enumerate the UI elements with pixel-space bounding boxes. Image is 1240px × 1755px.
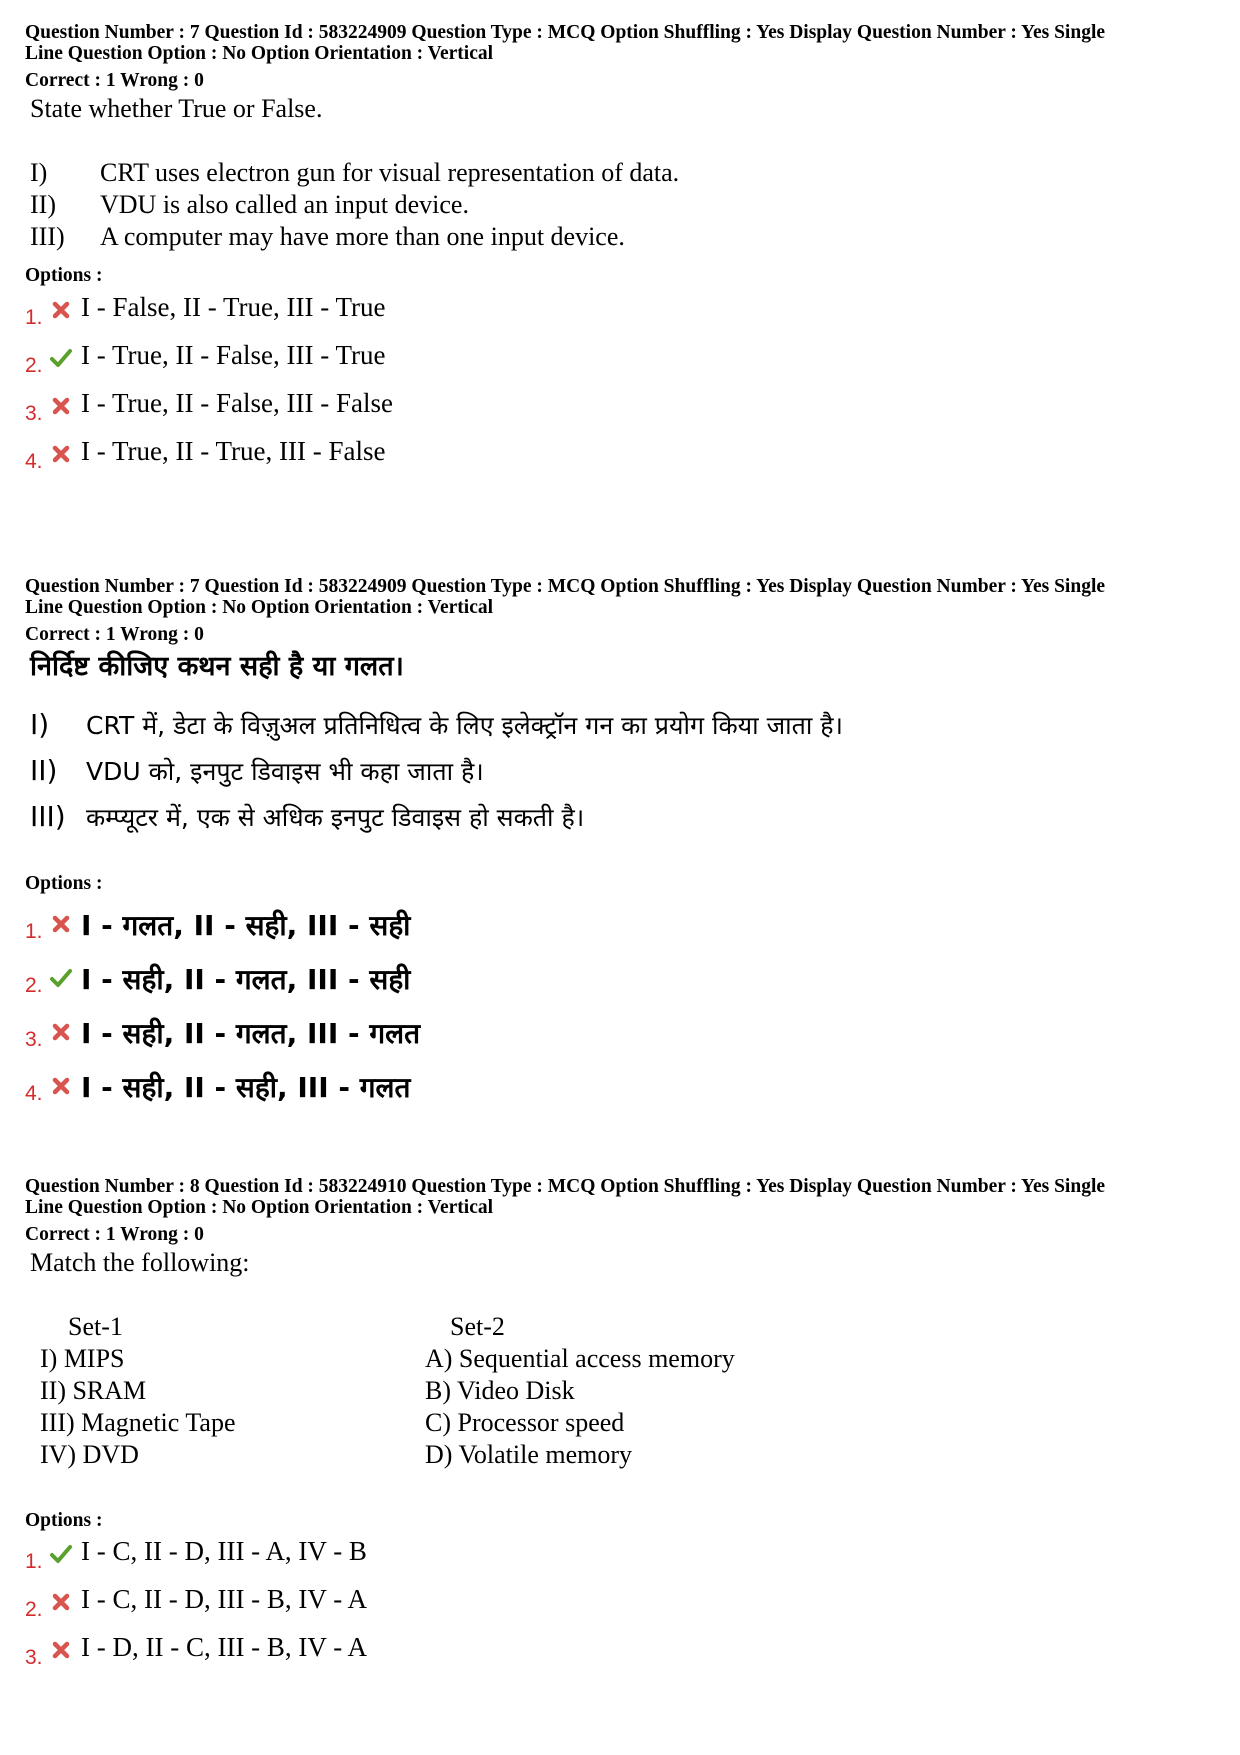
set2-header: Set-2	[450, 1312, 505, 1341]
marking-scheme: Correct : 1 Wrong : 0	[25, 624, 204, 645]
statement	[30, 158, 679, 188]
question-meta-line: Line Question Option : No Option Orientation : Vertical	[25, 43, 494, 64]
set2-item: A) Sequential access memory	[425, 1344, 735, 1373]
option-text: I - True, II - False, III - False	[81, 388, 393, 418]
check-icon	[49, 346, 73, 370]
cross-icon	[49, 1638, 73, 1662]
statement-number: II)	[30, 190, 56, 219]
set1-item: IV) DVD	[40, 1440, 139, 1469]
option-number: 1.	[25, 1550, 43, 1573]
option-number: 3.	[25, 1028, 43, 1051]
check-icon	[49, 1542, 73, 1566]
option-item[interactable]	[25, 292, 625, 332]
question-meta-line: Question Number : 8 Question Id : 583224910 Question Type : MCQ Option Shuffling : Yes Display Question Number : Yes Single	[25, 1176, 1106, 1197]
question-meta-line: Line Question Option : No Option Orientation : Vertical	[25, 597, 494, 618]
statement	[30, 708, 843, 742]
statement-text: CRT में, डेटा के विज़ुअल प्रतिनिधित्व के लिए इलेक्ट्रॉन गन का प्रयोग किया जाता है।	[86, 711, 844, 740]
cross-icon	[49, 442, 73, 466]
question-prompt: निर्दिष्ट कीजिए कथन सही है या गलत।	[30, 651, 404, 682]
statement	[30, 222, 625, 252]
match-table	[40, 1312, 940, 1472]
marking-scheme: Correct : 1 Wrong : 0	[25, 70, 204, 91]
options-label: Options :	[25, 1510, 103, 1531]
option-number: 2.	[25, 1598, 43, 1621]
option-item[interactable]	[25, 1536, 625, 1576]
option-item[interactable]	[25, 1014, 625, 1054]
option-item[interactable]	[25, 960, 625, 1000]
option-text: I - C, II - D, III - B, IV - A	[81, 1584, 367, 1614]
option-text: I - गलत, II - सही, III - सही	[81, 909, 411, 942]
statement-text: कम्प्यूटर में, एक से अधिक इनपुट डिवाइस हो सकती है।	[86, 803, 585, 832]
option-item[interactable]	[25, 906, 625, 946]
option-text: I - C, II - D, III - A, IV - B	[81, 1536, 367, 1566]
question-block-q7-hindi	[25, 576, 1225, 1116]
option-number: 4.	[25, 1082, 43, 1105]
option-number: 1.	[25, 920, 43, 943]
set1-header: Set-1	[68, 1312, 123, 1341]
statement-text: A computer may have more than one input device.	[100, 222, 625, 251]
cross-icon	[49, 1590, 73, 1614]
question-meta-line: Line Question Option : No Option Orientation : Vertical	[25, 1197, 494, 1218]
options-label: Options :	[25, 265, 103, 286]
option-item[interactable]	[25, 1068, 625, 1108]
statement-number: I)	[30, 158, 48, 187]
option-text: I - False, II - True, III - True	[81, 292, 386, 322]
statement-number: III)	[30, 222, 65, 251]
statement	[30, 800, 584, 834]
option-item[interactable]	[25, 436, 625, 476]
option-item[interactable]	[25, 388, 625, 428]
option-number: 3.	[25, 402, 43, 425]
question-meta-line: Question Number : 7 Question Id : 583224909 Question Type : MCQ Option Shuffling : Yes Display Question Number : Yes Single	[25, 576, 1106, 597]
option-number: 1.	[25, 306, 43, 329]
check-icon	[49, 966, 73, 990]
option-number: 2.	[25, 974, 43, 997]
cross-icon	[49, 394, 73, 418]
set2-item: B) Video Disk	[425, 1376, 575, 1405]
option-number: 2.	[25, 354, 43, 377]
option-item[interactable]	[25, 340, 625, 380]
cross-icon	[49, 1074, 73, 1098]
question-meta-line: Question Number : 7 Question Id : 583224909 Question Type : MCQ Option Shuffling : Yes Display Question Number : Yes Single	[25, 22, 1106, 43]
statement-text: CRT uses electron gun for visual representation of data.	[100, 158, 680, 187]
question-prompt: State whether True or False.	[30, 94, 323, 123]
cross-icon	[49, 912, 73, 936]
statement-text: VDU is also called an input device.	[100, 190, 469, 219]
option-number: 3.	[25, 1646, 43, 1669]
set2-item: D) Volatile memory	[425, 1440, 633, 1469]
question-block-q7-english	[25, 22, 1225, 482]
question-prompt: Match the following:	[30, 1248, 250, 1277]
option-number: 4.	[25, 450, 43, 473]
set1-item: II) SRAM	[40, 1376, 147, 1405]
options-label: Options :	[25, 873, 103, 894]
option-item[interactable]	[25, 1632, 625, 1672]
option-text: I - True, II - False, III - True	[81, 340, 386, 370]
option-text: I - True, II - True, III - False	[81, 436, 386, 466]
statement	[30, 190, 469, 220]
cross-icon	[49, 1020, 73, 1044]
set2-item: C) Processor speed	[425, 1408, 625, 1437]
statement-number: III)	[30, 800, 66, 833]
marking-scheme: Correct : 1 Wrong : 0	[25, 1224, 204, 1245]
option-text: I - सही, II - सही, III - गलत	[81, 1071, 411, 1104]
statement-text: VDU को, इनपुट डिवाइस भी कहा जाता है।	[86, 757, 484, 786]
set1-item: III) Magnetic Tape	[40, 1408, 236, 1437]
option-text: I - D, II - C, III - B, IV - A	[81, 1632, 367, 1662]
statement	[30, 754, 484, 788]
statement-number: I)	[30, 708, 50, 741]
set1-item: I) MIPS	[40, 1344, 125, 1373]
question-block-q8	[25, 1176, 1225, 1736]
statement-number: II)	[30, 754, 58, 787]
cross-icon	[49, 298, 73, 322]
option-text: I - सही, II - गलत, III - सही	[81, 963, 411, 996]
option-item[interactable]	[25, 1584, 625, 1624]
option-text: I - सही, II - गलत, III - गलत	[81, 1017, 421, 1050]
